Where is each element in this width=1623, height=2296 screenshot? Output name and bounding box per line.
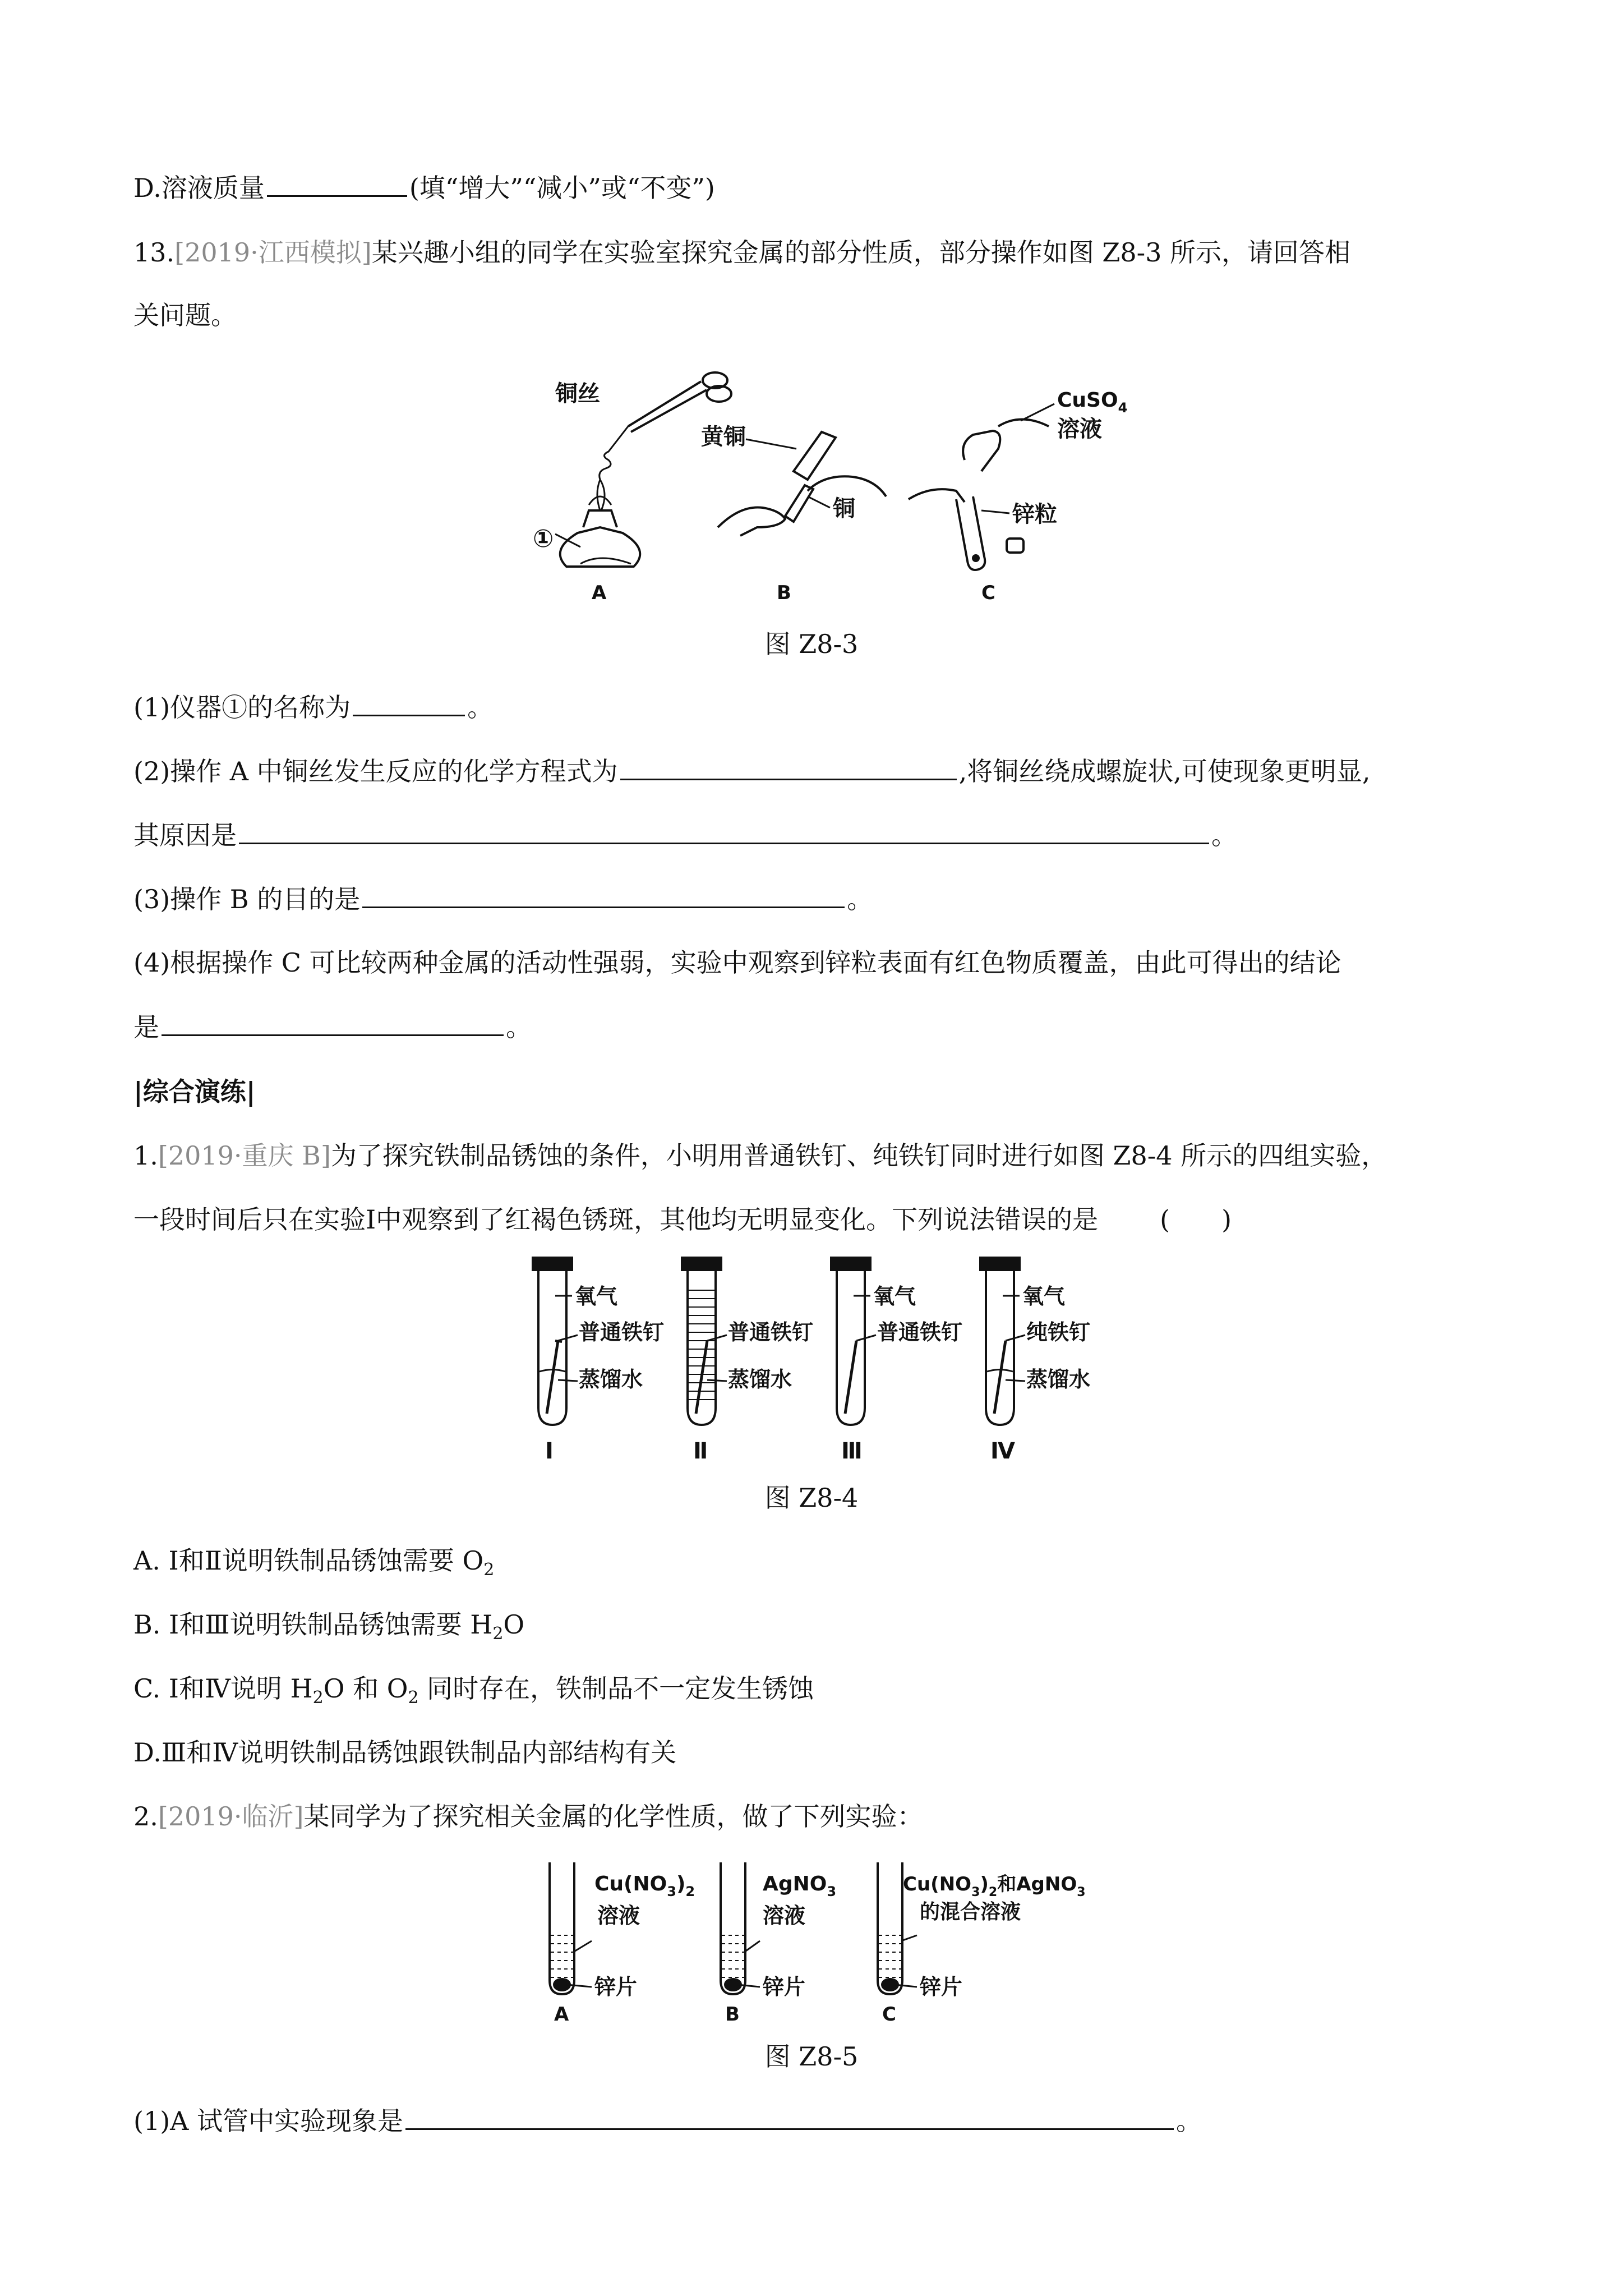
crucible-tongs (628, 381, 707, 432)
figure-z8-3 (516, 359, 1166, 651)
question-source: [2019·临沂] (158, 1801, 304, 1832)
answer-blank[interactable] (267, 171, 407, 197)
hand-left (718, 507, 785, 536)
label-agno3: AgNO$_3$ (763, 1872, 837, 1899)
answer-blank[interactable] (239, 818, 1209, 844)
label-distilled-water: 蒸馏水 (1026, 1367, 1091, 1392)
figure-caption: 图 Z8-5 (764, 2041, 859, 2072)
label-c: C (981, 582, 995, 604)
q13-sub1: (1)仪器①的名称为 。 (133, 690, 493, 724)
label-zinc-granule: 锌粒 (1012, 501, 1057, 527)
label-solution: 溶液 (1057, 416, 1102, 442)
q13-sub2-line2: 其原因是 。 (133, 818, 1237, 852)
test-tube (956, 496, 985, 570)
figure-caption: 图 Z8-3 (764, 629, 859, 659)
c1-option-d: D.Ⅲ和Ⅳ说明铁制品锈蚀跟铁制品内部结构有关 (133, 1737, 677, 1768)
alcohol-lamp (560, 527, 640, 567)
label-oxygen: 氧气 (873, 1284, 916, 1309)
q13-stem-line2: 关问题。 (133, 300, 237, 330)
label-solution: 溶液 (763, 1903, 806, 1928)
hand-right (808, 476, 886, 496)
q13-sub4-line2: 是 。 (133, 1010, 532, 1044)
answer-blank[interactable] (405, 2104, 1174, 2130)
q13-sub3: (3)操作 B 的目的是 。 (133, 882, 873, 916)
c1-stem-line1: 1.[2019·重庆 B]为了探究铁制品锈蚀的条件，小明用普通铁钉、纯铁钉同时进行如图 Z8-4 所示的四组实验， (133, 1140, 1387, 1171)
label-tube-ii: Ⅱ (693, 1438, 708, 1464)
label-circle-one: ① (533, 524, 554, 553)
q12-option-d: D.溶液质量 (填“增大”“减小”或“不变”) (133, 171, 715, 205)
label-b: B (725, 2003, 740, 2025)
label-common-nail: 普通铁钉 (877, 1320, 963, 1345)
question-source: [2019·江西模拟] (174, 237, 372, 268)
hand-c (909, 420, 1049, 503)
label-b: B (777, 582, 791, 604)
label-pure-nail: 纯铁钉 (1026, 1320, 1091, 1345)
figure-z8-5 (538, 1857, 1110, 2025)
brass-sheet (794, 432, 836, 480)
label-tube-iv: Ⅳ (990, 1438, 1015, 1464)
label-brass: 黄铜 (701, 424, 746, 450)
label-copper-wire: 铜丝 (555, 381, 600, 407)
label-copper: 铜 (833, 496, 855, 522)
label-cuso4: CuSO$_4$ (1057, 389, 1128, 416)
c2-stem: 2.[2019·临沂]某同学为了探究相关金属的化学性质，做了下列实验： (133, 1801, 923, 1832)
c1-option-a: A. Ⅰ和Ⅱ说明铁制品锈蚀需要 $O_2$ (133, 1545, 495, 1580)
q13-sub2-line1: (2)操作 A 中铜丝发生反应的化学方程式为 ,将铜丝绕成螺旋状,可使现象更明显, (133, 754, 1371, 788)
figure-caption: 图 Z8-4 (764, 1483, 859, 1513)
answer-blank[interactable] (362, 882, 845, 908)
answer-blank[interactable] (162, 1010, 504, 1036)
question-source: [2019·重庆 B] (158, 1140, 331, 1171)
figure-z8-4 (516, 1257, 1110, 1470)
label-distilled-water: 蒸馏水 (579, 1367, 643, 1392)
answer-blank[interactable] (620, 754, 957, 780)
copper-wire (600, 426, 628, 480)
c1-option-b: B. Ⅰ和Ⅲ说明铁制品锈蚀需要 $H_2O$ (133, 1609, 525, 1644)
answer-blank[interactable] (353, 690, 465, 716)
label-zinc-sheet: 锌片 (763, 1975, 806, 1999)
label-a: A (554, 2003, 569, 2025)
label-a: A (592, 582, 607, 604)
label-solution: 溶液 (597, 1903, 640, 1928)
q13-stem-line1: 13.[2019·江西模拟]某兴趣小组的同学在实验室探究金属的部分性质，部分操作如图 Z8-3 所示，请回答相 (133, 237, 1351, 268)
label-zinc-sheet: 锌片 (594, 1975, 638, 1999)
label-oxygen: 氧气 (1022, 1284, 1066, 1309)
label-oxygen: 氧气 (575, 1284, 618, 1309)
label-tube-i: Ⅰ (545, 1438, 554, 1464)
label-c: C (882, 2003, 896, 2025)
c1-option-c: C. Ⅰ和Ⅳ说明 $H_2O$ 和 $O_2$ 同时存在，铁制品不一定发生锈蚀 (133, 1673, 814, 1708)
label-cu-no3-2: $Cu(NO_3)_2$ (594, 1872, 695, 1899)
q13-sub4-line1: (4)根据操作 C 可比较两种金属的活动性强弱，实验中观察到锌粒表面有红色物质覆盖，由此可得出的结论 (133, 947, 1341, 978)
label-zinc-sheet: 锌片 (920, 1975, 963, 1999)
c1-stem-line2: 一段时间后只在实验Ⅰ中观察到了红褐色锈斑，其他均无明显变化。下列说法错误的是 ( ) (133, 1204, 1232, 1235)
label-common-nail: 普通铁钉 (728, 1320, 814, 1345)
answer-paren[interactable]: ( ) (1160, 1204, 1232, 1235)
label-common-nail: 普通铁钉 (579, 1320, 665, 1345)
label-mixed-solution: 的混合溶液 (920, 1901, 1021, 1924)
section-title: |综合演练| (133, 1076, 256, 1107)
c2-sub1: (1)A 试管中实验现象是 。 (133, 2104, 1202, 2138)
label-tube-iii: Ⅲ (841, 1438, 863, 1464)
label-distilled-water: 蒸馏水 (728, 1367, 792, 1392)
label-mixed: $Cu(NO_3)_2$和AgNO$_3$ (903, 1873, 1086, 1899)
reagent-bottle (963, 431, 1000, 471)
